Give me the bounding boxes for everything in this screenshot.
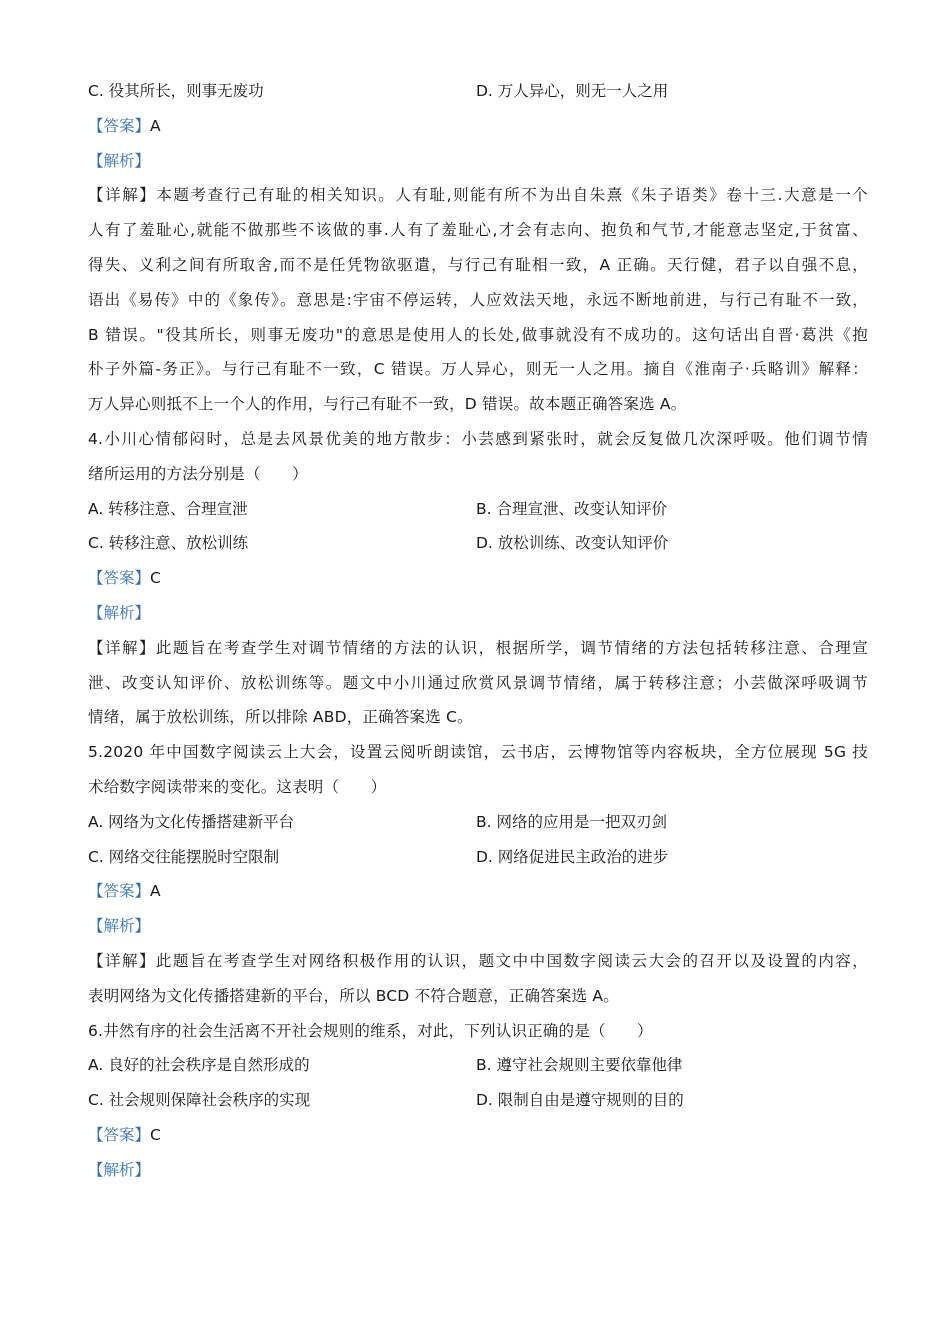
q6-answer-value: C [150, 1125, 161, 1144]
q3-detail-line-4: 语出《易传》中的《象传》。意思是:宇宙不停运转，人应效法天地，永远不断地前进，与行己有耻不一致， [88, 290, 868, 309]
q3-answer-value: A [150, 116, 161, 135]
q5-options-cd [88, 840, 868, 875]
answer-tag: 【答案】 [88, 116, 151, 135]
q6-option-d: D. 限制自由是遵守规则的目的 [476, 1091, 684, 1110]
q4-detail-line-3: 情绪，属于放松训练，所以排除 ABD，正确答案选 C。 [88, 708, 473, 727]
q6-option-a: A. 良好的社会秩序是自然形成的 [88, 1056, 310, 1075]
q4-detail-line-2: 泄、改变认知评价、放松训练等。题文中小川通过欣赏风景调节情绪，属于转移注意；小芸做深呼吸调节 [88, 673, 868, 692]
q3-options-cd [88, 74, 868, 109]
q4-answer-value: C [150, 569, 161, 588]
q4-option-c: C. 转移注意、放松训练 [88, 534, 249, 553]
q3-option-c: C. 役其所长，则事无废功 [88, 82, 264, 100]
answer-tag: 【答案】 [88, 1125, 151, 1144]
q4-options-ab [88, 492, 868, 527]
q6-options-cd [88, 1083, 868, 1118]
q3-detail-line-2: 人有了羞耻心,就能不做那些不该做的事.人有了羞耻心,才会有志向、抱负和气节,才能意志坚定,于贫富、 [88, 221, 868, 240]
q5-stem-line-1: 5.2020 年中国数字阅读云上大会，设置云阅听朗读馆，云书店，云博物馆等内容板块，全方位展现 5G 技 [88, 743, 868, 762]
q4-option-b: B. 合理宣泄、改变认知评价 [476, 499, 667, 518]
q5-answer-value: A [150, 882, 161, 901]
q4-stem-line-1: 4.小川心情郁闷时，总是去风景优美的地方散步：小芸感到紧张时，就会反复做几次深呼吸。他们调节情 [88, 429, 868, 448]
q3-option-d: D. 万人异心，则无一人之用 [476, 82, 669, 100]
q6-analysis-heading [88, 1153, 868, 1188]
q4-stem-line-2: 绪所运用的方法分别是（ ） [88, 464, 308, 483]
q4-option-d: D. 放松训练、改变认知评价 [476, 534, 669, 553]
analysis-tag: 【解析】 [88, 603, 151, 622]
q6-stem-line-1: 6.井然有序的社会生活离不开社会规则的维系，对此，下列认识正确的是（ ） [88, 1021, 653, 1040]
q5-option-c: C. 网络交往能摆脱时空限制 [88, 847, 280, 866]
q5-detail-line-1: 【详解】此题旨在考查学生对网络积极作用的认识，题文中中国数字阅读云大会的召开以及设置的内容， [88, 951, 868, 970]
q4-analysis-heading [88, 596, 868, 631]
q5-analysis-heading [88, 909, 868, 944]
q4-detail-line-1: 【详解】此题旨在考查学生对调节情绪的方法的认识，根据所学，调节情绪的方法包括转移注意、合理宣 [88, 638, 868, 657]
analysis-tag: 【解析】 [88, 917, 151, 936]
q4-answer [88, 561, 868, 596]
document-content [88, 74, 868, 1188]
q6-option-b: B. 遵守社会规则主要依靠他律 [476, 1056, 683, 1075]
q5-option-a: A. 网络为文化传播搭建新平台 [88, 812, 295, 831]
q3-detail-line-3: 得失、义利之间有所取舍,而不是任凭物欲驱遣，与行己有耻相一致，A 正确。天行健，君子以自强不息， [88, 255, 868, 274]
q3-detail-line-7: 万人异心则抵不上一个人的作用，与行己有耻不一致，D 错误。故本题正确答案选 A。 [88, 395, 687, 414]
q5-stem-line-2: 术给数字阅读带来的变化。这表明（ ） [88, 777, 387, 796]
q5-answer [88, 874, 868, 909]
q3-detail-line-5: B 错误。"役其所长，则事无废功"的意思是使用人的长处,做事就没有不成功的。这句话出自晋·葛洪《抱 [88, 325, 868, 344]
q6-option-c: C. 社会规则保障社会秩序的实现 [88, 1091, 311, 1110]
q3-answer [88, 109, 868, 144]
q5-options-ab [88, 805, 868, 840]
q4-option-a: A. 转移注意、合理宣泄 [88, 499, 248, 518]
q3-detail-line-6: 朴子外篇-务正》。与行己有耻不一致，C 错误。万人异心，则无一人之用。摘自《淮南子·兵略训》解释： [88, 360, 868, 379]
analysis-tag: 【解析】 [88, 151, 151, 170]
q5-detail-line-2: 表明网络为文化传播搭建新的平台，所以 BCD 不符合题意，正确答案选 A。 [88, 986, 619, 1005]
q4-options-cd [88, 526, 868, 561]
answer-tag: 【答案】 [88, 569, 151, 588]
q5-option-b: B. 网络的应用是一把双刃剑 [476, 812, 667, 831]
q5-option-d: D. 网络促进民主政治的进步 [476, 847, 669, 866]
q3-analysis-heading [88, 144, 868, 179]
q3-detail-line-1: 【详解】本题考查行己有耻的相关知识。人有耻,则能有所不为出自朱熹《朱子语类》卷十三.大意是一个 [88, 186, 868, 205]
q6-options-ab [88, 1048, 868, 1083]
q6-answer [88, 1118, 868, 1153]
answer-tag: 【答案】 [88, 882, 151, 901]
analysis-tag: 【解析】 [88, 1160, 151, 1179]
